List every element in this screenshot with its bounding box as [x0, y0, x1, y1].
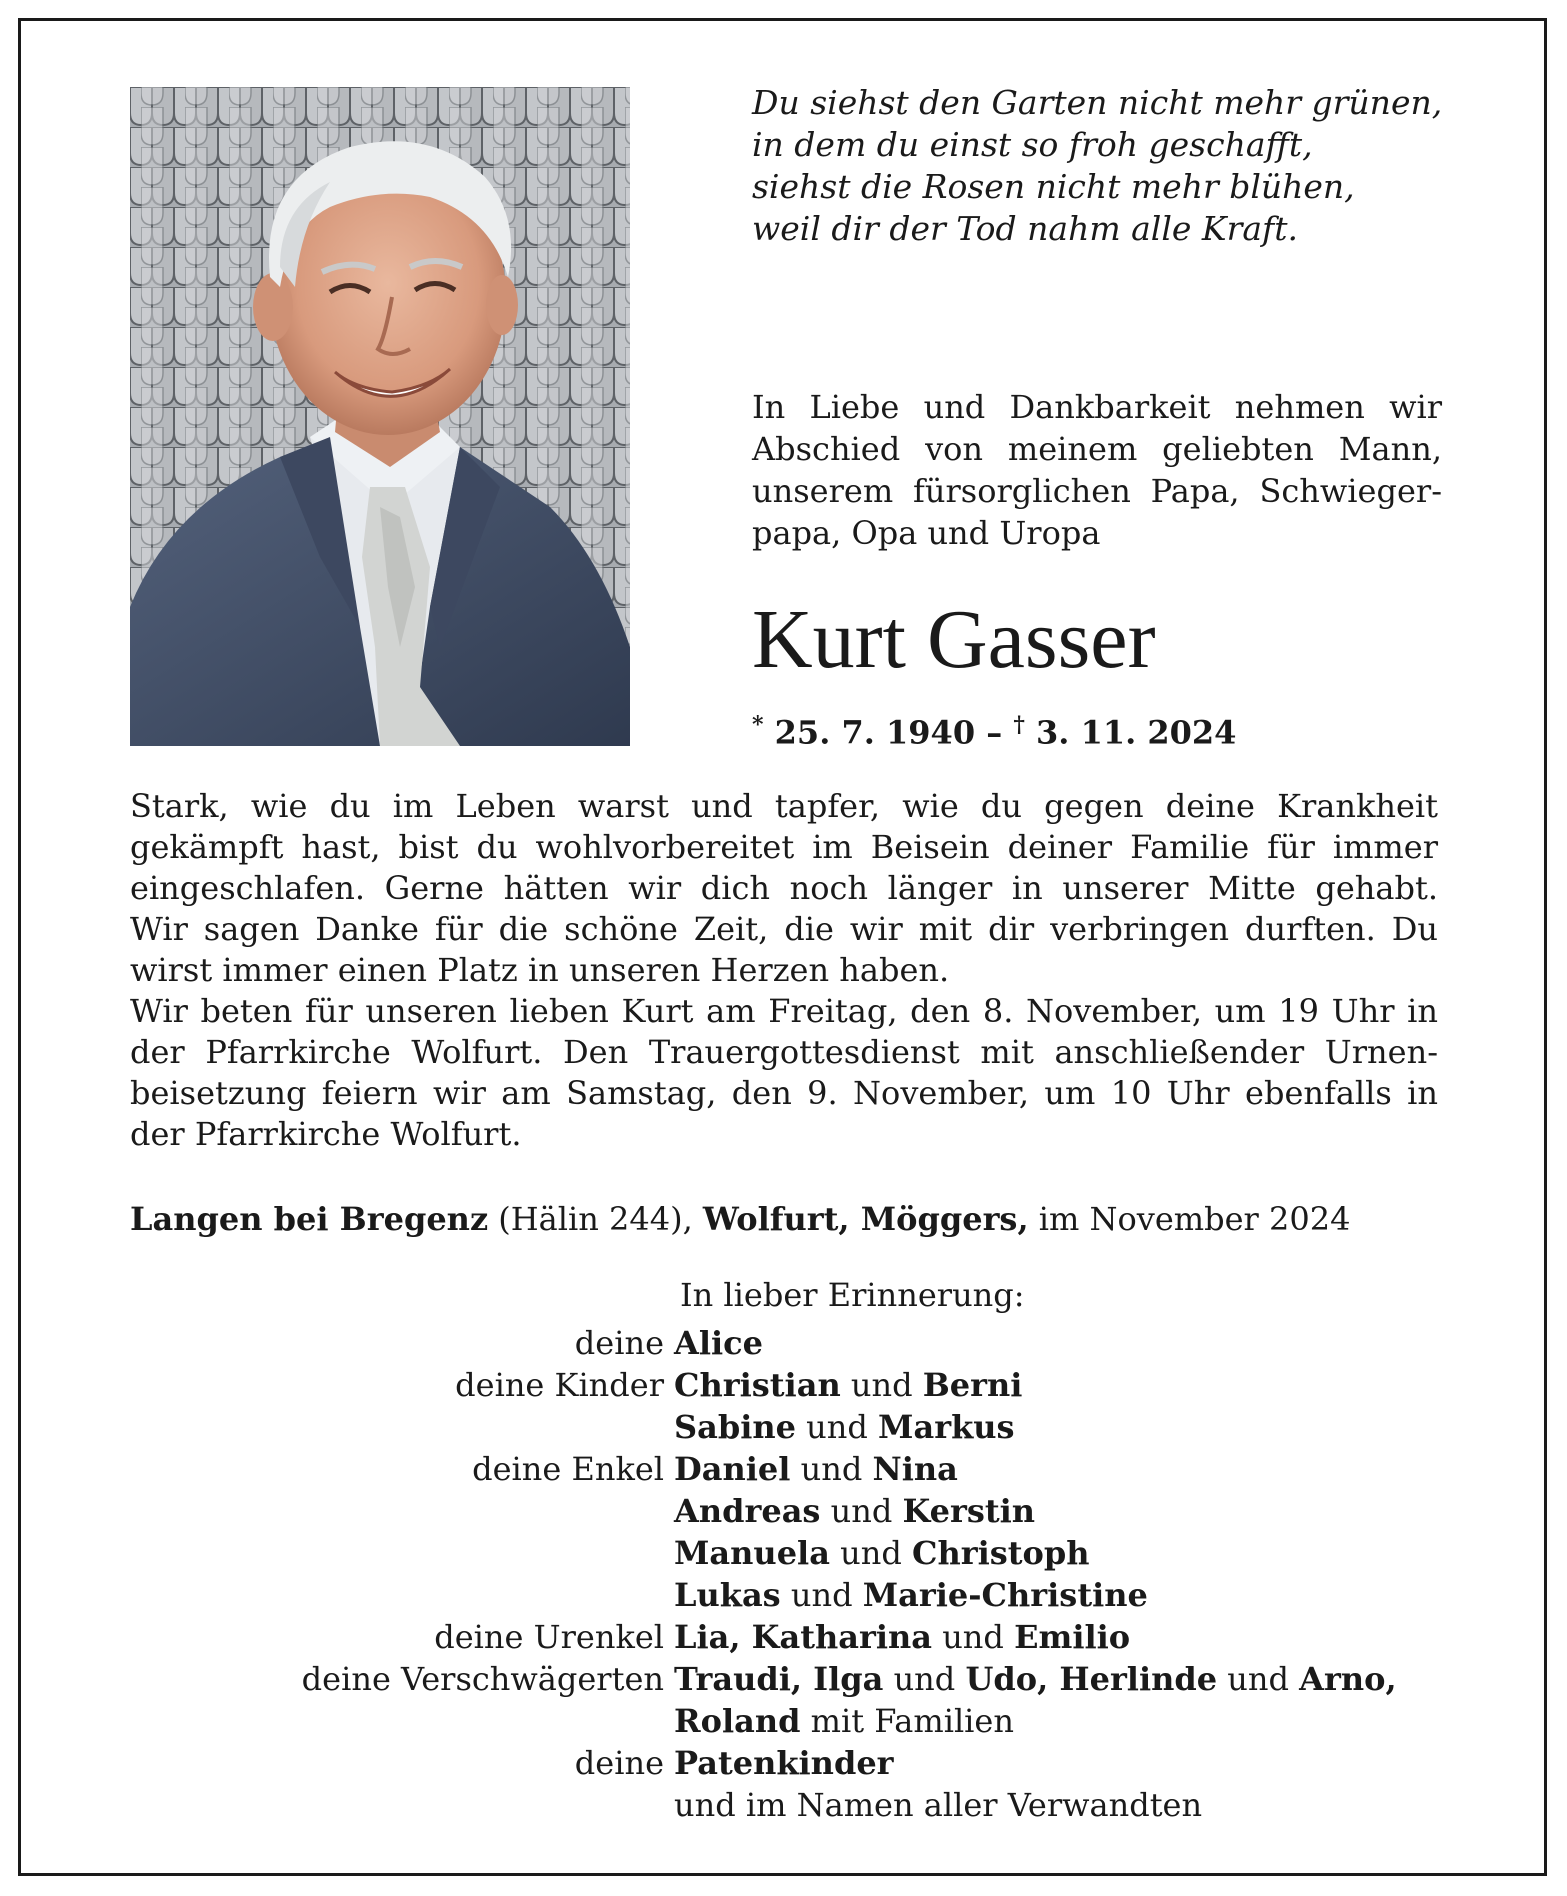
family-name: Daniel: [674, 1450, 791, 1488]
family-relation: [130, 1490, 674, 1532]
family-relation: [130, 1406, 674, 1448]
family-row: [130, 1616, 1490, 1658]
memory-title: In lieber Erinnerung:: [680, 1276, 1025, 1314]
family-relation: [130, 1784, 674, 1826]
intro-line: unserem fürsorglichen Papa, Schwieger-: [752, 472, 1442, 510]
family-names: [674, 1742, 1490, 1784]
body-line: der Pfarrkirche Wolfurt.: [130, 1115, 522, 1153]
family-relation: deine Kinder: [455, 1366, 664, 1404]
body-line: Stark, wie du im Leben warst und tapfer, wie du gegen deine Krankheit: [130, 787, 1438, 825]
family-relation: deine Enkel: [472, 1450, 664, 1488]
family-name: Marie-Christine: [862, 1576, 1148, 1614]
body-line: gekämpft hast, bist du wohlvorbereitet im Beisein deiner Familie für immer: [130, 828, 1438, 866]
family-names: [674, 1784, 1490, 1826]
intro-line: papa, Opa und Uropa: [752, 514, 1101, 552]
family-connector: und: [796, 1408, 879, 1446]
family-row: [130, 1490, 1490, 1532]
intro-text: [752, 386, 1442, 554]
place-date: im November 2024: [1028, 1200, 1351, 1238]
family-name: Arno,: [1299, 1660, 1397, 1698]
family-name: Udo, Herlinde: [965, 1660, 1218, 1698]
family-relation: deine Verschwägerten: [301, 1660, 664, 1698]
family-row: [130, 1784, 1490, 1826]
family-relation: deine Urenkel: [434, 1618, 664, 1656]
family-name: Berni: [922, 1366, 1023, 1404]
family-name: Lukas: [674, 1576, 781, 1614]
family-connector: und: [1217, 1660, 1300, 1698]
family-row: [130, 1700, 1490, 1742]
family-row: [130, 1322, 1490, 1364]
family-name: Markus: [878, 1408, 1015, 1446]
family-name: Alice: [674, 1324, 763, 1362]
intro-line: In Liebe und Dankbarkeit nehmen wir: [752, 388, 1442, 426]
birth-date: 25. 7. 1940: [774, 713, 976, 752]
family-row: [130, 1364, 1490, 1406]
obituary-body: [130, 786, 1438, 1155]
family-connector: und: [829, 1534, 912, 1572]
family-names: [674, 1574, 1490, 1616]
family-relation: [130, 1532, 674, 1574]
death-symbol: †: [1013, 712, 1025, 738]
family-name: Emilio: [1014, 1618, 1131, 1656]
family-names: [674, 1616, 1490, 1658]
family-names: [674, 1532, 1490, 1574]
family-name: Lia, Katharina: [674, 1618, 933, 1656]
poem: [752, 82, 1472, 250]
body-line: Wir sagen Danke für die schöne Zeit, die wir mit dir verbringen durften. Du: [130, 910, 1438, 948]
poem-line: in dem du einst so froh geschafft,: [752, 125, 1313, 164]
family-row: [130, 1532, 1490, 1574]
family-connector: mit Familien: [800, 1702, 1014, 1740]
poem-line: siehst die Rosen nicht mehr blühen,: [752, 167, 1355, 206]
family-row: [130, 1448, 1490, 1490]
family-names: [674, 1364, 1490, 1406]
family-names: [674, 1406, 1490, 1448]
family-name: Sabine: [674, 1408, 796, 1446]
family-row: [130, 1574, 1490, 1616]
family-connector: und: [840, 1366, 923, 1404]
date-separator: –: [986, 713, 1003, 752]
family-names: [674, 1658, 1490, 1700]
family-name: Manuela: [674, 1534, 830, 1572]
body-line: der Pfarrkirche Wolfurt. Den Trauergottesdienst mit anschließender Urnen-: [130, 1033, 1438, 1071]
place-town: Langen bei Bregenz: [130, 1200, 489, 1238]
body-line: eingeschlafen. Gerne hätten wir dich noch länger in unserer Mitte gehabt.: [130, 869, 1438, 907]
intro-line: Abschied von meinem geliebten Mann,: [752, 430, 1442, 468]
family-names: [674, 1322, 1490, 1364]
family-name: Christoph: [911, 1534, 1090, 1572]
family-row: [130, 1658, 1490, 1700]
body-line: beisetzung feiern wir am Samstag, den 9. November, um 10 Uhr ebenfalls in: [130, 1074, 1438, 1112]
body-line: wirst immer einen Platz in unseren Herzen haben.: [130, 951, 950, 989]
body-line: Wir beten für unseren lieben Kurt am Freitag, den 8. November, um 19 Uhr in: [130, 992, 1438, 1030]
family-list: [130, 1322, 1490, 1826]
life-dates: [752, 712, 1236, 752]
family-relation: deine: [574, 1744, 664, 1782]
deceased-name: Kurt Gasser: [752, 593, 1156, 686]
family-connector: und: [883, 1660, 966, 1698]
place-others: Wolfurt, Möggers,: [702, 1200, 1029, 1238]
family-name: Kerstin: [902, 1492, 1036, 1530]
family-names: [674, 1700, 1490, 1742]
family-connector: und: [820, 1492, 903, 1530]
poem-line: weil dir der Tod nahm alle Kraft.: [752, 209, 1298, 248]
family-connector: und: [780, 1576, 863, 1614]
birth-symbol: *: [752, 712, 764, 738]
family-name: Nina: [872, 1450, 958, 1488]
place-and-date: [130, 1200, 1350, 1238]
family-name: Traudi, Ilga: [674, 1660, 884, 1698]
poem-line: Du siehst den Garten nicht mehr grünen,: [752, 83, 1443, 122]
family-relation: [130, 1574, 674, 1616]
family-row: [130, 1742, 1490, 1784]
family-connector: und im Namen aller Verwandten: [674, 1786, 1203, 1824]
death-date: 3. 11. 2024: [1036, 713, 1237, 752]
family-connector: und: [790, 1450, 873, 1488]
family-connector: und: [932, 1618, 1015, 1656]
place-address: (Hälin 244),: [488, 1200, 703, 1238]
family-names: [674, 1448, 1490, 1490]
portrait-photo: [130, 87, 630, 746]
family-relation: [130, 1700, 674, 1742]
family-name: Andreas: [674, 1492, 821, 1530]
family-row: [130, 1406, 1490, 1448]
family-name: Patenkinder: [674, 1744, 894, 1782]
family-relation: deine: [574, 1324, 664, 1362]
family-name: Roland: [674, 1702, 801, 1740]
family-names: [674, 1490, 1490, 1532]
family-name: Christian: [674, 1366, 841, 1404]
